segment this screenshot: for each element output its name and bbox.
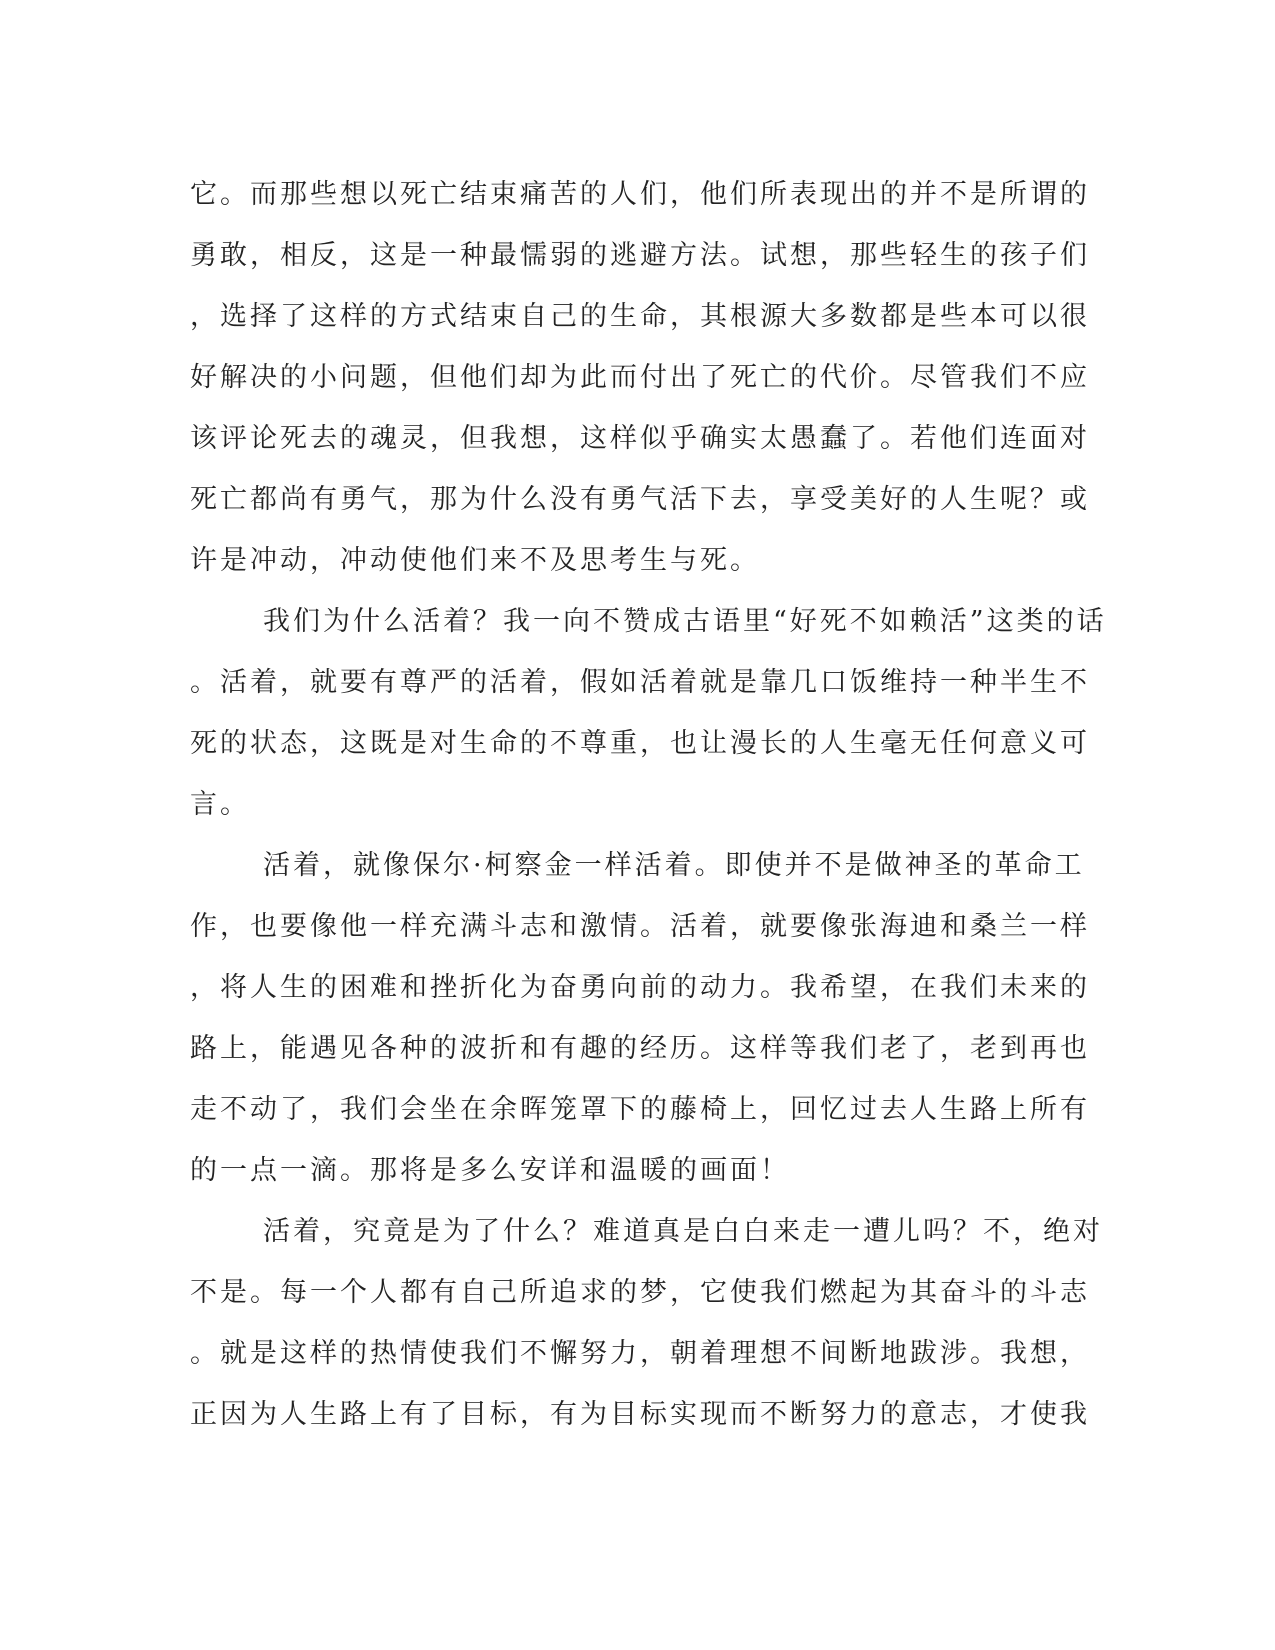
paragraph-3-line-1: 活着，就像保尔·柯察金一样活着。即使并不是做神圣的革命工 xyxy=(263,850,1085,881)
paragraph-2-line-4: 言。 xyxy=(190,789,250,820)
paragraph-3-line-4: 路上，能遇见各种的波折和有趣的经历。这样等我们老了，老到再也 xyxy=(190,1033,1090,1064)
document-body xyxy=(190,164,1107,1445)
paragraph-4-line-3: 。就是这样的热情使我们不懈努力，朝着理想不间断地跋涉。我想， xyxy=(190,1338,1090,1369)
paragraph-1-line-1: 它。而那些想以死亡结束痛苦的人们，他们所表现出的并不是所谓的 xyxy=(190,179,1090,210)
paragraph-1-line-4: 好解决的小问题，但他们却为此而付出了死亡的代价。尽管我们不应 xyxy=(190,362,1090,393)
paragraph-1-line-5: 该评论死去的魂灵，但我想，这样似乎确实太愚蠢了。若他们连面对 xyxy=(190,423,1090,454)
paragraph-3-line-5: 走不动了，我们会坐在余晖笼罩下的藤椅上，回忆过去人生路上所有 xyxy=(190,1094,1090,1125)
paragraph-4-line-4: 正因为人生路上有了目标，有为目标实现而不断努力的意志，才使我 xyxy=(190,1399,1090,1430)
paragraph-3-line-3: ，将人生的困难和挫折化为奋勇向前的动力。我希望，在我们未来的 xyxy=(190,972,1090,1003)
paragraph-2-line-1: 我们为什么活着？我一向不赞成古语里“好死不如赖活”这类的话 xyxy=(263,606,1107,637)
paragraph-3-line-2: 作，也要像他一样充满斗志和激情。活着，就要像张海迪和桑兰一样 xyxy=(190,911,1090,942)
paragraph-4-line-2: 不是。每一个人都有自己所追求的梦，它使我们燃起为其奋斗的斗志 xyxy=(190,1277,1090,1308)
paragraph-1-line-2: 勇敢，相反，这是一种最懦弱的逃避方法。试想，那些轻生的孩子们 xyxy=(190,240,1090,271)
paragraph-3-line-6: 的一点一滴。那将是多么安详和温暖的画面！ xyxy=(190,1155,790,1186)
paragraph-1-line-7: 许是冲动，冲动使他们来不及思考生与死。 xyxy=(190,545,760,576)
paragraph-1-line-6: 死亡都尚有勇气，那为什么没有勇气活下去，享受美好的人生呢？或 xyxy=(190,484,1090,515)
paragraph-2-line-3: 死的状态，这既是对生命的不尊重，也让漫长的人生毫无任何意义可 xyxy=(190,728,1090,759)
paragraph-2-line-2: 。活着，就要有尊严的活着，假如活着就是靠几口饭维持一种半生不 xyxy=(190,667,1090,698)
paragraph-1-line-3: ，选择了这样的方式结束自己的生命，其根源大多数都是些本可以很 xyxy=(190,301,1090,332)
paragraph-4-line-1: 活着，究竟是为了什么？难道真是白白来走一遭儿吗？不，绝对 xyxy=(263,1216,1103,1247)
